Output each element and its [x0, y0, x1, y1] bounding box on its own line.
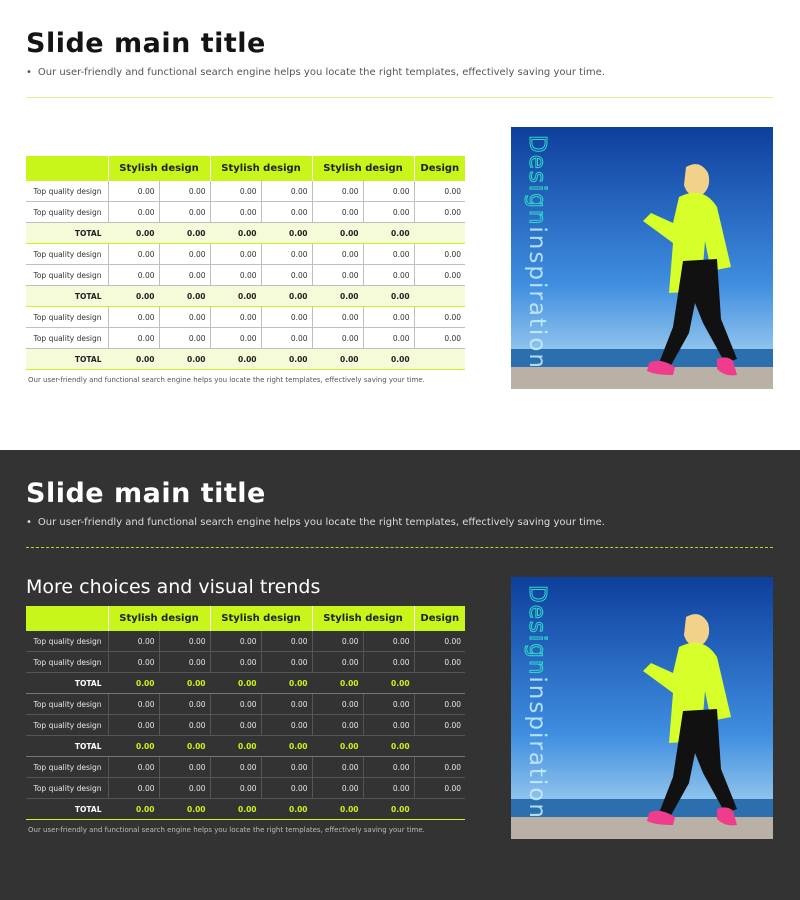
table-cell: 0.00 — [210, 307, 261, 328]
table-cell: 0.00 — [312, 265, 363, 286]
footnote: Our user-friendly and functional search engine helps you locate the right templates, effectively saving your time. — [28, 376, 425, 384]
table-cell: 0.00 — [312, 181, 363, 202]
woman-walking-photo — [511, 127, 773, 389]
header-cell: Stylish design — [210, 606, 312, 631]
table-cell: 0.00 — [414, 328, 465, 349]
table-cell: 0.00 — [312, 673, 363, 694]
row-label: TOTAL — [26, 736, 108, 757]
photo-overlay-text — [524, 585, 550, 820]
table-cell: 0.00 — [363, 799, 414, 820]
table-cell: 0.00 — [159, 694, 210, 715]
table-total-row — [26, 736, 465, 757]
table-cell: 0.00 — [210, 757, 261, 778]
table-cell: 0.00 — [414, 265, 465, 286]
table-cell: 0.00 — [312, 778, 363, 799]
table-cell: 0.00 — [363, 757, 414, 778]
table-cell: 0.00 — [108, 307, 159, 328]
table-cell: 0.00 — [312, 652, 363, 673]
table-cell: 0.00 — [363, 181, 414, 202]
table-cell: 0.00 — [261, 307, 312, 328]
table-cell: 0.00 — [414, 181, 465, 202]
overlay-solid-text: inspiration — [524, 226, 550, 370]
table-cell: 0.00 — [261, 223, 312, 244]
table-cell: 0.00 — [363, 736, 414, 757]
header-blank-cell — [26, 156, 108, 181]
table-cell: 0.00 — [363, 307, 414, 328]
table-cell: 0.00 — [108, 715, 159, 736]
table-cell: 0.00 — [210, 328, 261, 349]
table-cell: 0.00 — [312, 286, 363, 307]
header-cell: Stylish design — [108, 606, 210, 631]
table-cell: 0.00 — [363, 778, 414, 799]
table-cell: 0.00 — [108, 778, 159, 799]
table-row — [26, 307, 465, 328]
table-cell: 0.00 — [312, 757, 363, 778]
table-row — [26, 715, 465, 736]
header-blank-cell — [26, 606, 108, 631]
table-cell: 0.00 — [261, 286, 312, 307]
title-divider — [26, 97, 773, 98]
header-cell: Stylish design — [312, 156, 414, 181]
slide-dark — [0, 450, 800, 900]
data-table — [26, 156, 465, 370]
table-cell: 0.00 — [363, 202, 414, 223]
table-cell: 0.00 — [261, 736, 312, 757]
table-cell: 0.00 — [210, 181, 261, 202]
table-total-row — [26, 673, 465, 694]
table-cell: 0.00 — [261, 757, 312, 778]
table-cell: 0.00 — [159, 673, 210, 694]
table-row — [26, 652, 465, 673]
table-cell — [414, 286, 465, 307]
table-cell: 0.00 — [159, 757, 210, 778]
header-cell: Design — [414, 606, 465, 631]
table-cell: 0.00 — [210, 715, 261, 736]
table-cell: 0.00 — [312, 349, 363, 370]
photo-overlay-text — [524, 135, 550, 370]
row-label: TOTAL — [26, 286, 108, 307]
table-cell: 0.00 — [414, 202, 465, 223]
table-cell: 0.00 — [159, 202, 210, 223]
table-cell: 0.00 — [363, 223, 414, 244]
table-cell: 0.00 — [108, 736, 159, 757]
header-cell: Stylish design — [108, 156, 210, 181]
table-cell: 0.00 — [363, 244, 414, 265]
table-cell — [414, 673, 465, 694]
table-cell: 0.00 — [261, 799, 312, 820]
table-cell: 0.00 — [312, 694, 363, 715]
table-cell — [414, 799, 465, 820]
table-cell: 0.00 — [363, 286, 414, 307]
table-cell: 0.00 — [414, 715, 465, 736]
table-cell: 0.00 — [210, 652, 261, 673]
overlay-outline-text: Design — [524, 585, 550, 677]
table-cell: 0.00 — [210, 694, 261, 715]
row-label: Top quality design — [26, 757, 108, 778]
table-cell — [414, 349, 465, 370]
table-cell: 0.00 — [363, 694, 414, 715]
bullet-icon: • — [26, 517, 32, 528]
slide-title: Slide main title — [26, 28, 266, 59]
table-cell — [414, 223, 465, 244]
table-cell: 0.00 — [210, 799, 261, 820]
table-cell: 0.00 — [108, 286, 159, 307]
table-cell: 0.00 — [108, 673, 159, 694]
table-cell: 0.00 — [363, 328, 414, 349]
table-cell: 0.00 — [210, 286, 261, 307]
header-cell: Stylish design — [312, 606, 414, 631]
slide-title: Slide main title — [26, 478, 266, 509]
slide-subtitle — [26, 67, 605, 78]
table-cell: 0.00 — [261, 715, 312, 736]
table-cell: 0.00 — [261, 673, 312, 694]
table-total-row — [26, 799, 465, 820]
slide-subtitle — [26, 517, 605, 528]
table-cell: 0.00 — [159, 181, 210, 202]
table-header-row — [26, 606, 465, 631]
row-label: TOTAL — [26, 349, 108, 370]
table-cell: 0.00 — [261, 328, 312, 349]
table-cell: 0.00 — [159, 286, 210, 307]
table-cell: 0.00 — [159, 778, 210, 799]
table-cell: 0.00 — [414, 652, 465, 673]
table-cell: 0.00 — [261, 778, 312, 799]
table-cell: 0.00 — [312, 715, 363, 736]
table-cell: 0.00 — [159, 244, 210, 265]
table-cell: 0.00 — [261, 244, 312, 265]
table-cell: 0.00 — [159, 349, 210, 370]
table-row — [26, 244, 465, 265]
table-cell: 0.00 — [159, 631, 210, 652]
table-cell: 0.00 — [261, 202, 312, 223]
row-label: Top quality design — [26, 715, 108, 736]
row-label: Top quality design — [26, 307, 108, 328]
table-cell: 0.00 — [312, 202, 363, 223]
table-cell: 0.00 — [363, 265, 414, 286]
subtitle-text: Our user-friendly and functional search engine helps you locate the right templates, effectively saving your time. — [37, 517, 605, 528]
table-cell: 0.00 — [312, 631, 363, 652]
table-row — [26, 757, 465, 778]
table-cell: 0.00 — [159, 223, 210, 244]
table-cell: 0.00 — [108, 244, 159, 265]
table-row — [26, 181, 465, 202]
table-cell: 0.00 — [414, 694, 465, 715]
table-cell: 0.00 — [159, 265, 210, 286]
data-table — [26, 606, 465, 820]
table-cell: 0.00 — [159, 736, 210, 757]
title-divider — [26, 547, 773, 548]
table-cell: 0.00 — [159, 715, 210, 736]
row-label: Top quality design — [26, 694, 108, 715]
table-cell: 0.00 — [363, 652, 414, 673]
bullet-icon: • — [26, 67, 32, 78]
table-cell: 0.00 — [363, 715, 414, 736]
row-label: Top quality design — [26, 631, 108, 652]
table-cell: 0.00 — [159, 328, 210, 349]
table-cell: 0.00 — [414, 244, 465, 265]
row-label: Top quality design — [26, 652, 108, 673]
table-cell: 0.00 — [210, 631, 261, 652]
table-cell: 0.00 — [261, 631, 312, 652]
row-label: TOTAL — [26, 223, 108, 244]
table-cell: 0.00 — [261, 694, 312, 715]
table-cell: 0.00 — [312, 244, 363, 265]
table-cell: 0.00 — [312, 736, 363, 757]
table-row — [26, 265, 465, 286]
subtitle-text: Our user-friendly and functional search engine helps you locate the right templates, effectively saving your time. — [37, 67, 605, 78]
table-cell: 0.00 — [108, 694, 159, 715]
row-label: Top quality design — [26, 328, 108, 349]
table-cell: 0.00 — [312, 307, 363, 328]
table-cell: 0.00 — [363, 673, 414, 694]
woman-walking-photo — [511, 577, 773, 839]
table-row — [26, 778, 465, 799]
table-cell: 0.00 — [108, 202, 159, 223]
table-row — [26, 202, 465, 223]
footnote: Our user-friendly and functional search engine helps you locate the right templates, effectively saving your time. — [28, 826, 425, 834]
overlay-solid-text: inspiration — [524, 676, 550, 820]
table-row — [26, 328, 465, 349]
table-cell: 0.00 — [261, 265, 312, 286]
table-cell: 0.00 — [210, 223, 261, 244]
table-cell: 0.00 — [414, 307, 465, 328]
table-total-row — [26, 349, 465, 370]
table-cell: 0.00 — [210, 265, 261, 286]
row-label: Top quality design — [26, 265, 108, 286]
table-cell: 0.00 — [210, 736, 261, 757]
section-heading: More choices and visual trends — [26, 576, 321, 598]
table-total-row — [26, 286, 465, 307]
table-cell: 0.00 — [312, 799, 363, 820]
table-cell: 0.00 — [210, 244, 261, 265]
row-label: Top quality design — [26, 181, 108, 202]
table-cell: 0.00 — [108, 652, 159, 673]
table-cell: 0.00 — [312, 328, 363, 349]
table-cell: 0.00 — [210, 349, 261, 370]
table-cell: 0.00 — [261, 181, 312, 202]
row-label: Top quality design — [26, 778, 108, 799]
table-cell: 0.00 — [210, 778, 261, 799]
table-cell: 0.00 — [210, 202, 261, 223]
table-cell: 0.00 — [210, 673, 261, 694]
table-cell: 0.00 — [159, 652, 210, 673]
table-cell — [414, 736, 465, 757]
table-cell: 0.00 — [108, 328, 159, 349]
table-cell: 0.00 — [363, 631, 414, 652]
table-cell: 0.00 — [159, 307, 210, 328]
header-cell: Stylish design — [210, 156, 312, 181]
row-label: TOTAL — [26, 673, 108, 694]
table-cell: 0.00 — [159, 799, 210, 820]
table-cell: 0.00 — [108, 223, 159, 244]
header-cell: Design — [414, 156, 465, 181]
row-label: Top quality design — [26, 202, 108, 223]
table-cell: 0.00 — [261, 349, 312, 370]
overlay-outline-text: Design — [524, 135, 550, 227]
row-label: TOTAL — [26, 799, 108, 820]
table-cell: 0.00 — [108, 265, 159, 286]
table-cell: 0.00 — [261, 652, 312, 673]
table-cell: 0.00 — [108, 631, 159, 652]
table-cell: 0.00 — [414, 757, 465, 778]
table-cell: 0.00 — [108, 349, 159, 370]
table-cell: 0.00 — [363, 349, 414, 370]
table-cell: 0.00 — [108, 181, 159, 202]
table-header-row — [26, 156, 465, 181]
table-cell: 0.00 — [414, 778, 465, 799]
row-label: Top quality design — [26, 244, 108, 265]
table-cell: 0.00 — [414, 631, 465, 652]
table-row — [26, 694, 465, 715]
table-cell: 0.00 — [108, 757, 159, 778]
table-cell: 0.00 — [312, 223, 363, 244]
table-row — [26, 631, 465, 652]
table-total-row — [26, 223, 465, 244]
table-cell: 0.00 — [108, 799, 159, 820]
